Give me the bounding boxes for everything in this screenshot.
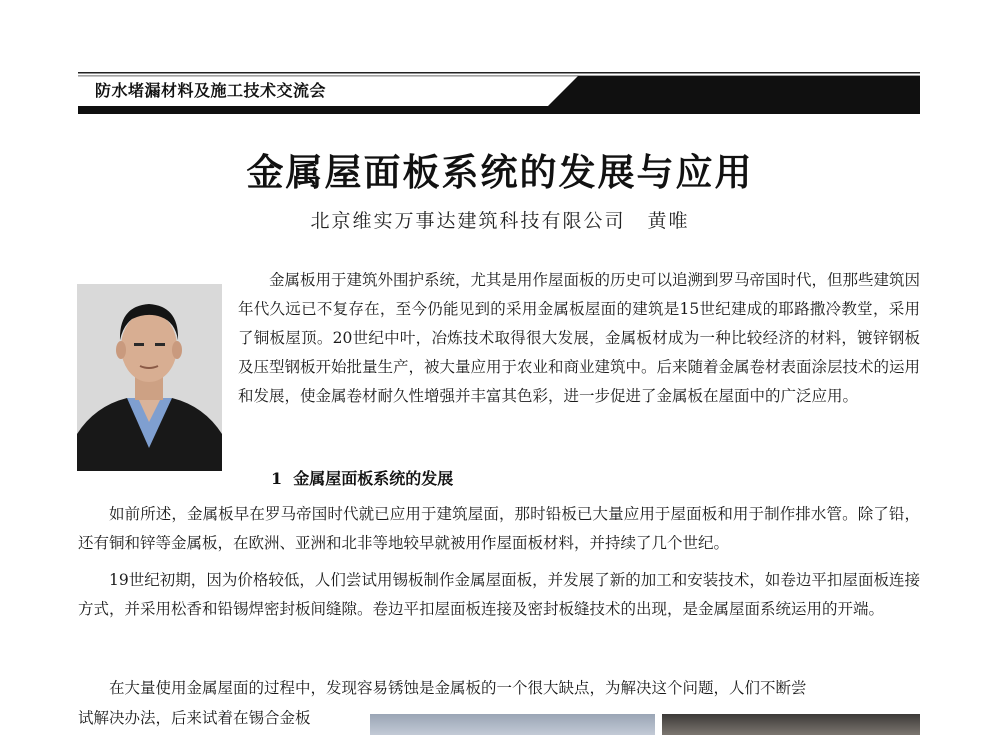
byline [0, 206, 1000, 233]
body-paragraph-1: 如前所述，金属板早在罗马帝国时代就已应用于建筑屋面，那时铅板已大量应用于屋面板和用于制作排水管。除了铅，还有铜和锌等金属板，在欧洲、亚洲和北非等地较早就被用作屋面板材料，并持续了几个世纪。 [78, 505, 920, 552]
journal-title: 防水堵漏材料及施工技术交流会 [95, 81, 327, 100]
article-title: 金属屋面板系统的发展与应用 [246, 150, 754, 194]
figure-photo-2 [662, 714, 920, 735]
body-paragraph-3: 在大量使用金属屋面的过程中，发现容易锈蚀是金属板的一个很大缺点，为解决这个问题，人们不断尝 [109, 679, 807, 697]
author-affiliation: 北京维实万事达建筑科技有限公司 [310, 210, 626, 232]
author-portrait-graphic [77, 284, 222, 471]
author-photo [77, 284, 222, 471]
body-paragraph-2: 19世纪初期，因为价格较低，人们尝试用锡板制作金属屋面板，并发展了新的加工和安装技术，如卷边平扣屋面板连接方式，并采用松香和铅锡焊密封板间缝隙。卷边平扣屋面板连接及密封板缝技术的出现，是金属屋面系统运用的开端。 [78, 571, 920, 618]
body-paragraph-3-continued: 试解决办法，后来试着在锡合金板 [78, 709, 311, 727]
section-heading: 1 金属屋面板系统的发展 [271, 469, 454, 488]
author-name: 黄唯 [647, 210, 690, 232]
figure-photo-1 [370, 714, 655, 735]
intro-paragraph: 金属板用于建筑外围护系统，尤其是用作屋面板的历史可以追溯到罗马帝国时代，但那些建筑因年代久远已不复存在，至今仍能见到的采用金属板屋面的建筑是15世纪建成的耶路撒冷教堂，采用了铜板屋顶。20世纪中叶，冶炼技术取得很大发展，金属板材成为一种比较经济的材料，镀锌钢板及压型钢板开始批量生产，被大量应用于农业和商业建筑中。后来随着金属卷材表面涂层技术的运用和发展，使金属卷材耐久性增强并丰富其色彩，进一步促进了金属板在屋面中的广泛应用。 [238, 271, 921, 405]
